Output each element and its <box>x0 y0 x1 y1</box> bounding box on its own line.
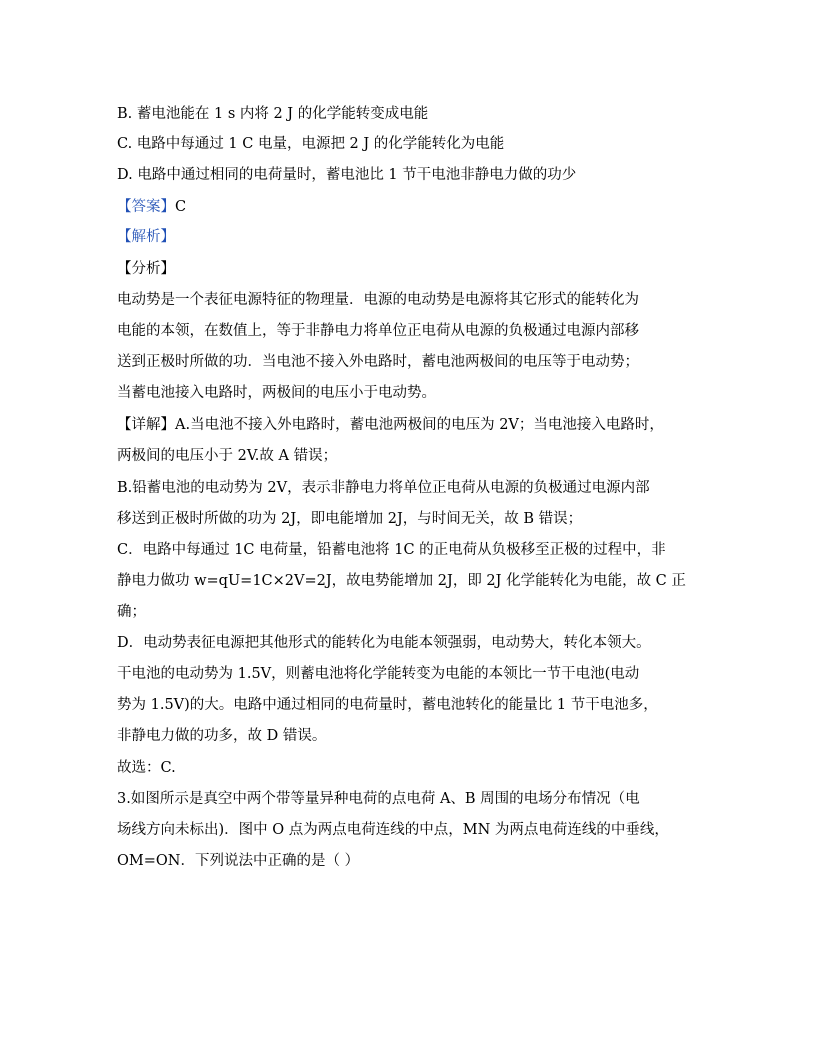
detail-tag: 【详解】 <box>117 417 175 433</box>
detail-line-2: B.铅蓄电池的电动势为 2V，表示非静电力将单位正电荷从电源的负极通过电源内部 <box>117 480 650 496</box>
fenxi-line-2: 电能的本领，在数值上，等于非静电力将单位正电荷从电源的负极通过电源内部移 <box>117 323 639 339</box>
fenxi-tag: 【分析】 <box>117 261 175 277</box>
question3-line-1: 3.如图所示是真空中两个带等量异种电荷的点电荷 A、B 周围的电场分布情况（电 <box>117 791 640 807</box>
question3-line-2: 场线方向未标出)．图中 O 点为两点电荷连线的中点，MN 为两点电荷连线的中垂线， <box>117 822 669 838</box>
question3-line-3: OM=ON．下列说法中正确的是（ ） <box>117 853 360 869</box>
option-d: D. 电路中通过相同的电荷量时，蓄电池比 1 节干电池非静电力做的功少 <box>117 167 577 183</box>
detail-line-11: 故选：C. <box>117 760 176 776</box>
detail-line-3: 移送到正极时所做的功为 2J，即电能增加 2J，与时间无关，故 B 错误； <box>117 511 583 527</box>
detail-first-line <box>117 415 664 435</box>
answer-line <box>117 197 186 217</box>
detail-line-5: 静电力做功 w=qU=1C×2V=2J，故电势能增加 2J，即 2J 化学能转化为电能，故 C 正 <box>117 573 686 589</box>
detail-line-1: 两极间的电压小于 2V.故 A 错误； <box>117 448 338 464</box>
answer-value: C <box>175 199 187 215</box>
analysis-line <box>117 227 175 247</box>
detail-line-8: 干电池的电动势为 1.5V，则蓄电池将化学能转变为电能的本领比一节干电池(电动 <box>117 666 640 682</box>
analysis-tag: 【解析】 <box>117 229 175 245</box>
fenxi-heading <box>117 259 175 279</box>
option-b: B. 蓄电池能在 1 s 内将 2 J 的化学能转变成电能 <box>117 106 429 122</box>
fenxi-line-3: 送到正极时所做的功．当电池不接入外电路时，蓄电池两极间的电压等于电动势； <box>117 354 639 370</box>
answer-tag: 【答案】 <box>117 199 175 215</box>
fenxi-line-4: 当蓄电池接入电路时，两极间的电压小于电动势。 <box>117 385 436 401</box>
detail-line-4: C．电路中每通过 1C 电荷量，铅蓄电池将 1C 的正电荷从负极移至正极的过程中，非 <box>117 542 666 558</box>
detail-line-6: 确； <box>117 604 146 620</box>
detail-line-7: D．电动势表征电源把其他形式的能转化为电能本领强弱，电动势大，转化本领大。 <box>117 635 651 651</box>
fenxi-line-1: 电动势是一个表征电源特征的物理量．电源的电动势是电源将其它形式的能转化为 <box>117 292 639 308</box>
detail-first-text: A.当电池不接入外电路时，蓄电池两极间的电压为 2V；当电池接入电路时， <box>175 417 664 433</box>
option-c: C. 电路中每通过 1 C 电量，电源把 2 J 的化学能转化为电能 <box>117 136 505 152</box>
detail-line-10: 非静电力做的功多，故 D 错误。 <box>117 728 327 744</box>
detail-line-9: 势为 1.5V)的大。电路中通过相同的电荷量时，蓄电池转化的能量比 1 节干电池多， <box>117 697 658 713</box>
